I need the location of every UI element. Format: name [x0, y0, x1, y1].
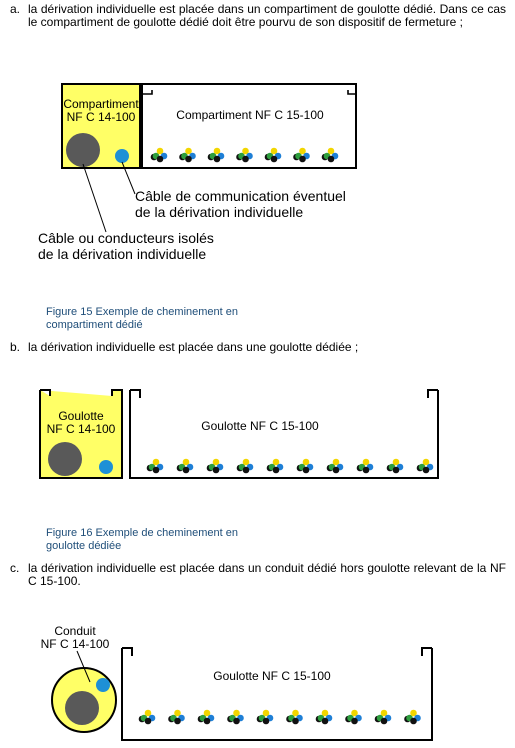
comm-cable-circle: [99, 460, 113, 474]
large-goulotte-label: Goulotte NF C 15-100: [213, 669, 331, 683]
main-cable-circle: [66, 133, 100, 167]
wire-dot: [242, 156, 249, 163]
list-item-text: la dérivation individuelle est placée dans une goulotte dédiée ;: [28, 340, 359, 354]
wire-bundles: [147, 459, 434, 474]
wire-dot: [213, 467, 220, 474]
small-goulotte-label-1: Goulotte: [58, 409, 104, 423]
wire-bundle: [327, 459, 344, 474]
wire-dot: [423, 467, 430, 474]
wire-bundle: [316, 710, 333, 725]
wire-bundle: [265, 148, 282, 163]
wire-bundle: [147, 459, 164, 474]
wire-bundle: [139, 710, 156, 725]
wire-dot: [351, 718, 358, 725]
small-compartment-label-1: Compartiment: [63, 97, 139, 111]
wire-dot: [183, 467, 190, 474]
wire-dot: [214, 156, 221, 163]
wire-dot: [410, 718, 417, 725]
callout-cable-line-2: de la dérivation individuelle: [38, 246, 207, 262]
wire-bundle: [168, 710, 185, 725]
callout-comm-line-1: Câble de communication éventuel: [135, 188, 346, 204]
wire-bundle: [267, 459, 284, 474]
wire-bundle: [257, 710, 274, 725]
list-marker: a.: [10, 2, 21, 16]
figure-16-diagram: [0, 382, 515, 482]
list-marker: c.: [10, 561, 20, 575]
wire-bundle: [237, 459, 254, 474]
comm-cable-circle: [115, 149, 129, 163]
wire-bundle: [357, 459, 374, 474]
caption-line: goulotte dédiée: [46, 540, 122, 552]
wire-dot: [145, 718, 152, 725]
wire-dot: [271, 156, 278, 163]
callout-cable-line-1: Câble ou conducteurs isolés: [38, 230, 214, 246]
list-item-b: [10, 341, 506, 355]
wire-dot: [204, 718, 211, 725]
wire-bundle: [179, 148, 196, 163]
wire-dot: [174, 718, 181, 725]
wire-dot: [292, 718, 299, 725]
wire-bundles: [151, 148, 339, 163]
wire-dot: [153, 467, 160, 474]
wire-bundle: [375, 710, 392, 725]
wire-bundle: [404, 710, 421, 725]
caption-line: Figure 16 Exemple de cheminement en: [46, 527, 238, 539]
caption-line: Figure 15 Exemple de cheminement en: [46, 306, 238, 318]
wire-bundle: [207, 459, 224, 474]
wire-dot: [393, 467, 400, 474]
conduit-label-1: Conduit: [54, 624, 96, 638]
wire-dot: [233, 718, 240, 725]
large-compartment-label: Compartiment NF C 15-100: [176, 108, 324, 122]
figure-15-caption: [46, 306, 238, 332]
wire-dot: [328, 156, 335, 163]
wire-bundle: [345, 710, 362, 725]
list-item-c: [10, 562, 506, 590]
main-cable-circle: [48, 442, 82, 476]
list-item-text: la dérivation individuelle est placée dans un conduit dédié hors goulotte relevant de la NF C 15-100.: [28, 561, 506, 588]
wire-bundle: [198, 710, 215, 725]
conduit-label-2: NF C 14-100: [40, 637, 110, 651]
wire-dot: [322, 718, 329, 725]
callout-comm-line-2: de la dérivation individuelle: [135, 204, 304, 220]
wire-dot: [299, 156, 306, 163]
wire-bundle: [227, 710, 244, 725]
wire-dot: [333, 467, 340, 474]
wire-dot: [381, 718, 388, 725]
main-cable-circle: [65, 691, 99, 725]
wire-bundle: [208, 148, 225, 163]
wire-dot: [185, 156, 192, 163]
figure-16-caption: [46, 527, 238, 553]
wire-bundle: [177, 459, 194, 474]
list-marker: b.: [10, 340, 21, 354]
list-item-a: [10, 3, 506, 45]
wire-bundle: [417, 459, 434, 474]
wire-bundle: [297, 459, 314, 474]
figure-17-diagram: [0, 620, 515, 748]
wire-dot: [243, 467, 250, 474]
list-item-text: la dérivation individuelle est placée dans un compartiment de goulotte dédié. Dans ce cas le compartiment de goulotte dédié doit être pourvu de son dispositif de fermeture ;: [28, 2, 506, 29]
comm-cable-circle: [96, 678, 110, 692]
small-goulotte-label-2: NF C 14-100: [46, 422, 116, 436]
wire-bundle: [236, 148, 253, 163]
wire-bundle: [293, 148, 310, 163]
wire-bundles: [139, 710, 421, 725]
small-compartment-label-2: NF C 14-100: [66, 110, 136, 124]
large-goulotte-label: Goulotte NF C 15-100: [201, 419, 319, 433]
wire-dot: [273, 467, 280, 474]
wire-dot: [303, 467, 310, 474]
wire-dot: [363, 467, 370, 474]
wire-bundle: [322, 148, 339, 163]
wire-bundle: [151, 148, 168, 163]
wire-dot: [263, 718, 270, 725]
wire-dot: [157, 156, 164, 163]
figure-15-diagram: [0, 70, 515, 270]
wire-bundle: [387, 459, 404, 474]
caption-line: compartiment dédié: [46, 319, 143, 331]
wire-bundle: [286, 710, 303, 725]
large-goulotte: [122, 648, 432, 740]
